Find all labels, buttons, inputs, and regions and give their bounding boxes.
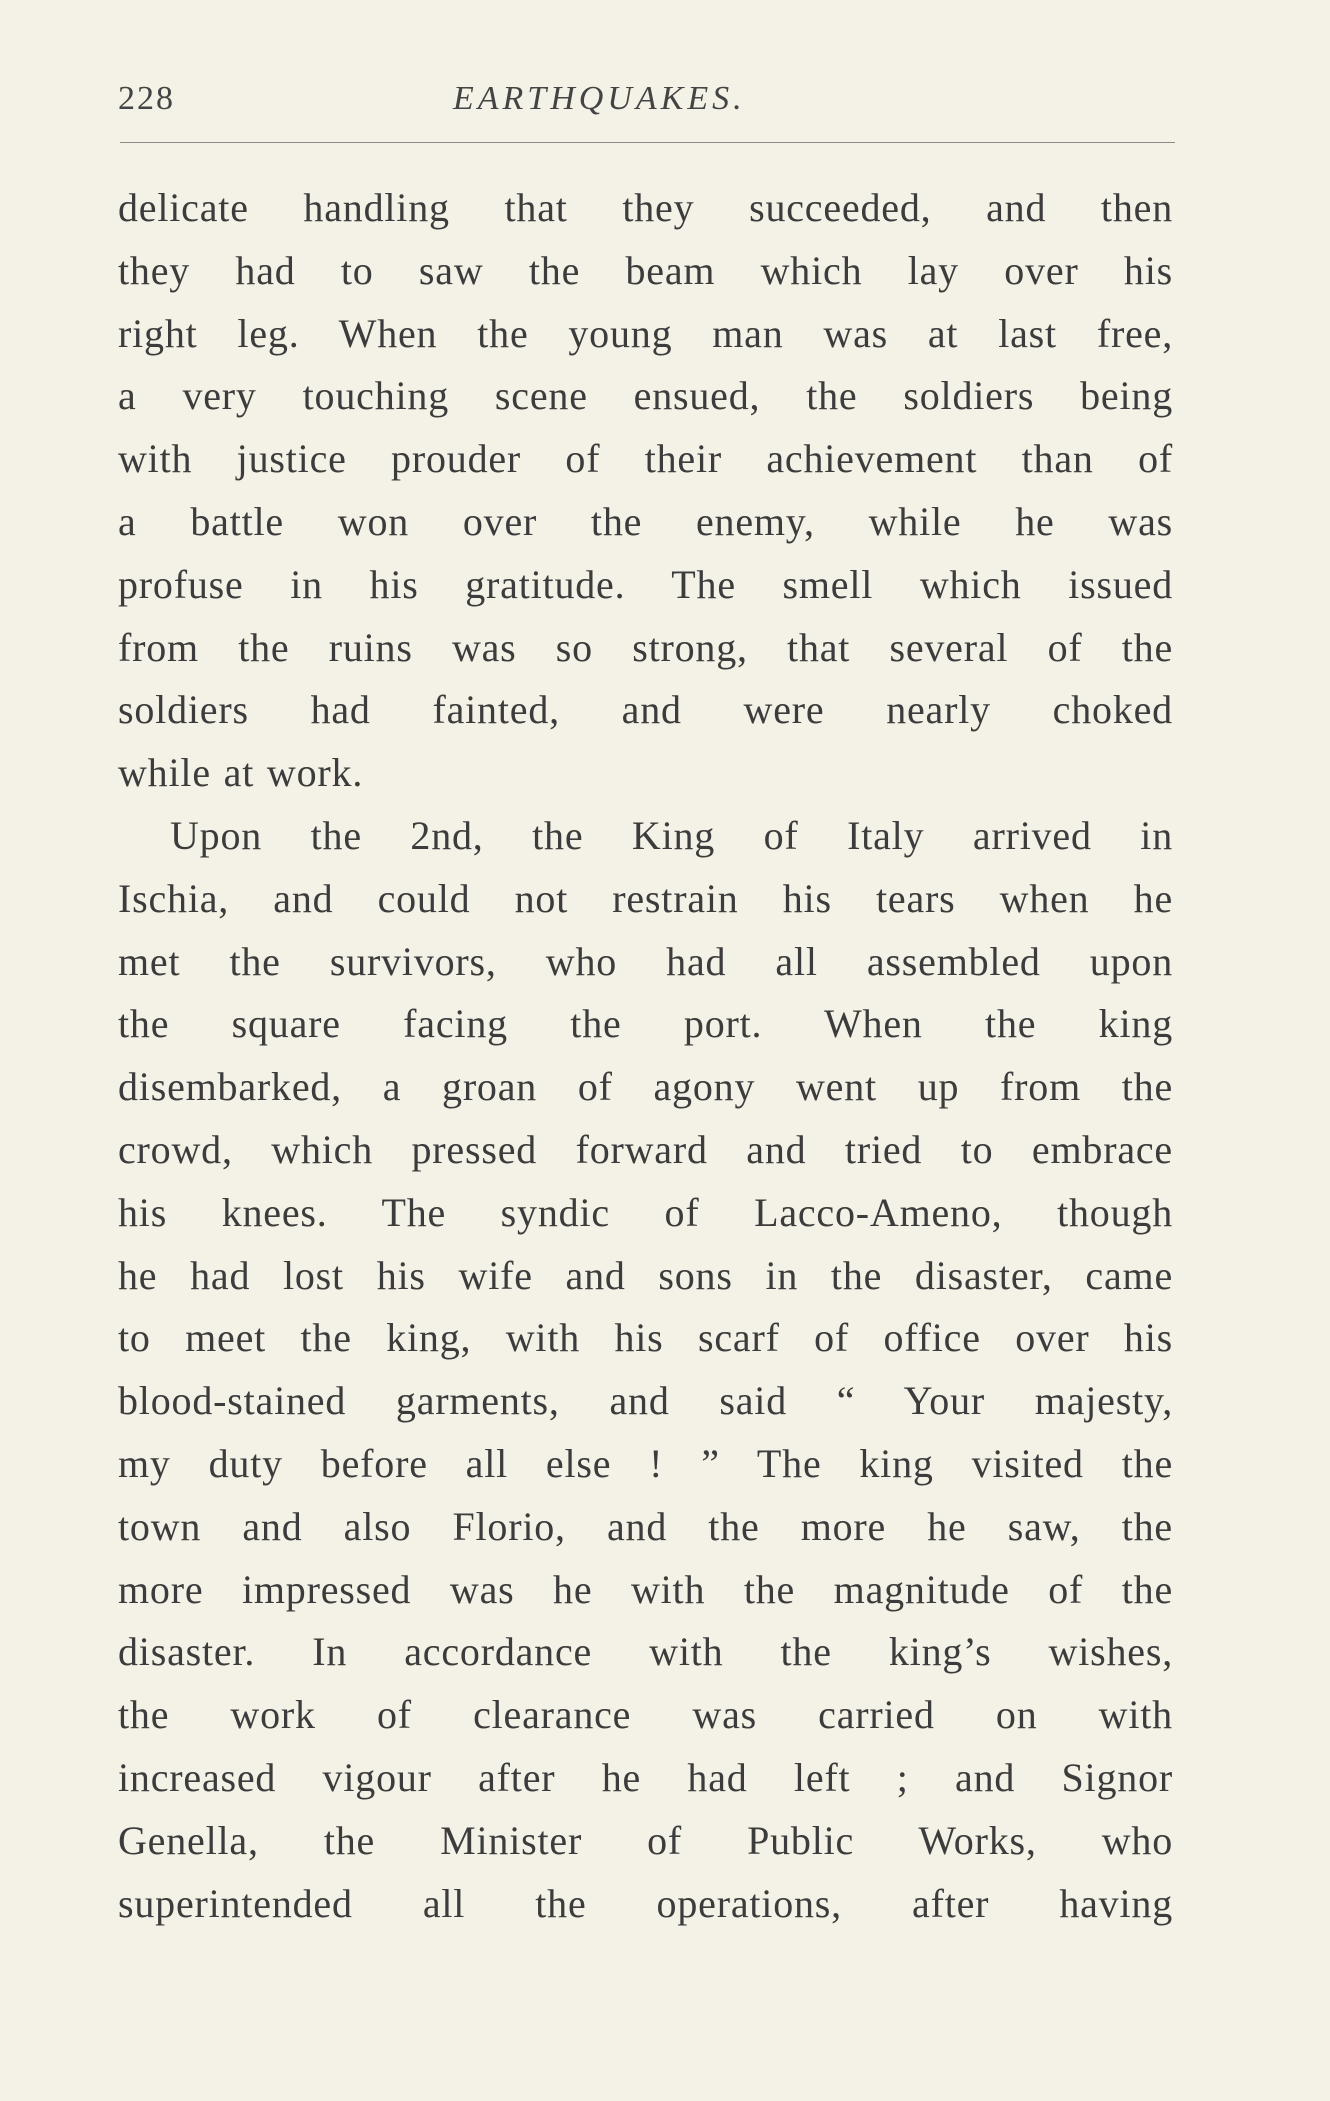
header-rule	[120, 142, 1175, 143]
text-line: delicate handling that they succeeded, and then	[118, 185, 1173, 230]
text-line: Ischia, and could not restrain his tears when he	[118, 875, 1173, 921]
text-line: his knees. The syndic of Lacco-Ameno, though	[118, 1189, 1173, 1235]
text-line: with justice prouder of their achievement than of	[118, 436, 1173, 482]
running-head	[118, 80, 1173, 130]
text-line: met the survivors, who had all assembled upon	[118, 938, 1173, 984]
text-line: Genella, the Minister of Public Works, who	[118, 1817, 1173, 1863]
text-line: to meet the king, with his scarf of office over his	[118, 1315, 1173, 1361]
page-number: 228	[118, 80, 175, 117]
running-title: EARTHQUAKES.	[453, 80, 746, 117]
text-line: soldiers had fainted, and were nearly choked	[118, 687, 1173, 733]
text-line: town and also Florio, and the more he saw, the	[118, 1503, 1173, 1549]
text-line: more impressed was he with the magnitude of the	[118, 1566, 1173, 1612]
text-line: superintended all the operations, after having	[118, 1880, 1173, 1926]
text-line: from the ruins was so strong, that several of the	[118, 624, 1173, 670]
text-line: right leg. When the young man was at last free,	[118, 310, 1173, 356]
text-line: increased vigour after he had left ; and Signor	[118, 1754, 1173, 1800]
text-line: a very touching scene ensued, the soldiers being	[118, 373, 1173, 419]
text-line: my duty before all else ! ” The king visited the	[118, 1440, 1173, 1486]
text-line: a battle won over the enemy, while he was	[118, 498, 1173, 544]
text-line: profuse in his gratitude. The smell which issued	[118, 561, 1173, 607]
text-line: they had to saw the beam which lay over his	[118, 247, 1173, 293]
text-line: blood-stained garments, and said “ Your majesty,	[118, 1378, 1173, 1424]
text-line: he had lost his wife and sons in the disaster, came	[118, 1252, 1173, 1298]
text-line: the work of clearance was carried on with	[118, 1692, 1173, 1738]
text-line: disembarked, a groan of agony went up from the	[118, 1064, 1173, 1110]
text-line: disaster. In accordance with the king’s wishes,	[118, 1629, 1173, 1675]
body-text	[118, 177, 1173, 1935]
text-line: crowd, which pressed forward and tried to embrace	[118, 1126, 1173, 1172]
text-line: while at work.	[118, 750, 364, 796]
text-line: Upon the 2nd, the King of Italy arrived in	[170, 812, 1173, 858]
text-line: the square facing the port. When the king	[118, 1001, 1173, 1047]
